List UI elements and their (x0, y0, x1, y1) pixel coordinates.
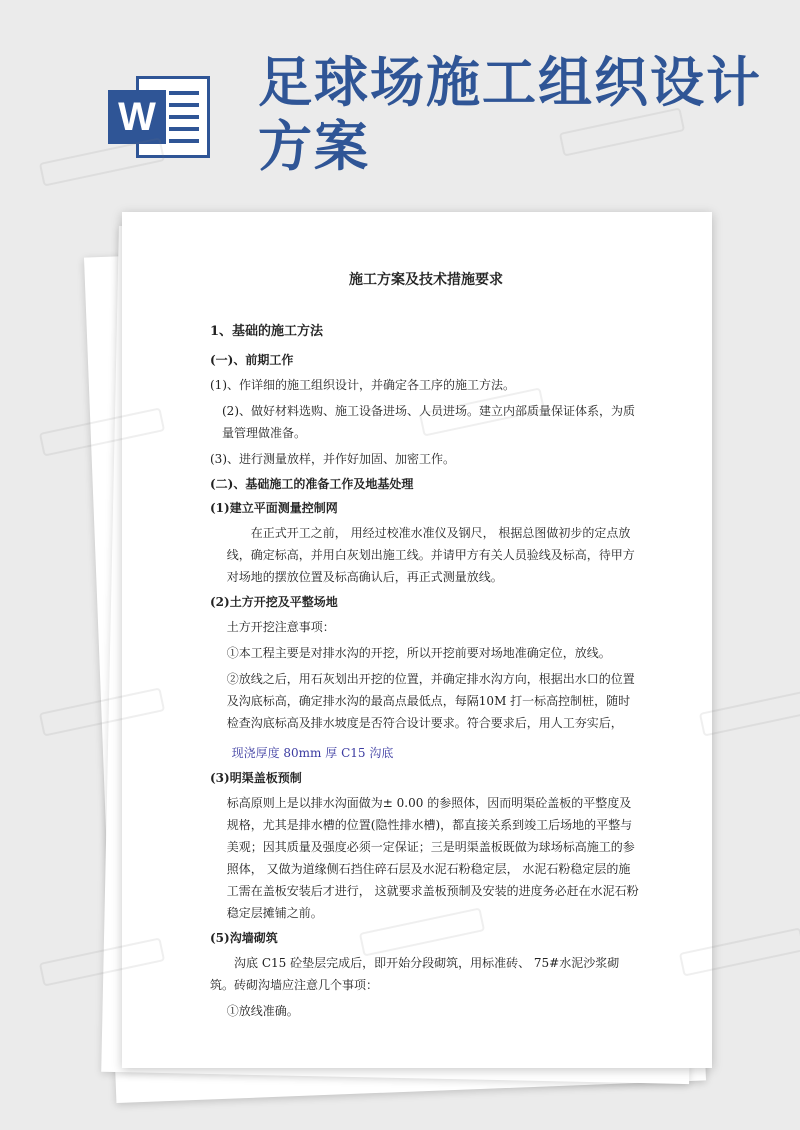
paragraph: ①本工程主要是对排水沟的开挖，所以开挖前要对场地准确定位，放线。 (226, 646, 611, 660)
word-app-icon (108, 76, 210, 158)
document-title: 施工方案及技术措施要求 (349, 272, 503, 288)
word-letter-badge: W (108, 90, 166, 144)
paragraph: 现浇厚度 80mm 厚 C15 沟底 (231, 746, 394, 760)
paragraph: 沟底 C15 砼垫层完成后，即开始分段砌筑，用标准砖、 75#水泥沙浆砌筑。砖砌沟墙应注意几个事项： (210, 956, 620, 992)
paragraph: 在正式开工之前， 用经过校准水准仪及钢尺， 根据总图做初步的定点放线，确定标高，并用白灰划出施工线。并请甲方有关人员验线及标高，待甲方对场地的摆放位置及标高确认后，再正式测量放线。 (226, 526, 635, 584)
page-title: 足球场施工组织设计方案 (258, 50, 762, 178)
document-page[interactable] (122, 212, 712, 1068)
section-heading: (2)土方开挖及平整场地 (210, 595, 338, 609)
paragraph: 标高原则上是以排水沟面做为± 0.00 的参照体，因而明渠砼盖板的平整度及规格，尤其是排水槽的位置(隐性排水槽)，都直接关系到竣工后场地的平整与美观；因其质量及强度必须一定保证；三是明渠盖板既做为球场标高施工的参照体， 又做为道缘侧石挡住碎石层及水泥石粉稳定层， 水泥石粉稳定层的施工需在盖板安装后才进行， 这就要求盖板预制及安装的进度务必赶在水泥石粉稳定层摊铺之前。 (226, 796, 639, 920)
paragraph: ②放线之后，用石灰划出开挖的位置，并确定排水沟方向，根据出水口的位置及沟底标高，确定排水沟的最高点最低点，每隔10M 打一标高控制桩，随时检查沟底标高及排水坡度是否符合设计要求。符合要求后，用人工夯实后， (226, 672, 635, 730)
paragraph: (3)、进行测量放样，并作好加固、加密工作。 (210, 452, 455, 466)
watermark-icon (699, 687, 800, 736)
paragraph: (2)、做好材料选购、施工设备进场、人员进场。建立内部质量保证体系，为质量管理做准备。 (222, 404, 636, 440)
section-heading: (二)、基础施工的准备工作及地基处理 (210, 477, 414, 491)
paragraph: ①放线准确。 (226, 1004, 299, 1018)
section-heading: (一)、前期工作 (210, 353, 294, 367)
section-heading: (5)沟墙砌筑 (210, 931, 278, 945)
paragraph: 土方开挖注意事项： (226, 620, 335, 634)
section-heading: (3)明渠盖板预制 (210, 771, 302, 785)
document-content (210, 270, 642, 1026)
section-heading: (1)建立平面测量控制网 (210, 501, 338, 515)
document-body (210, 322, 642, 1022)
section-heading: 1、基础的施工方法 (210, 324, 324, 339)
paragraph: (1)、作详细的施工组织设计，并确定各工序的施工方法。 (210, 378, 516, 392)
